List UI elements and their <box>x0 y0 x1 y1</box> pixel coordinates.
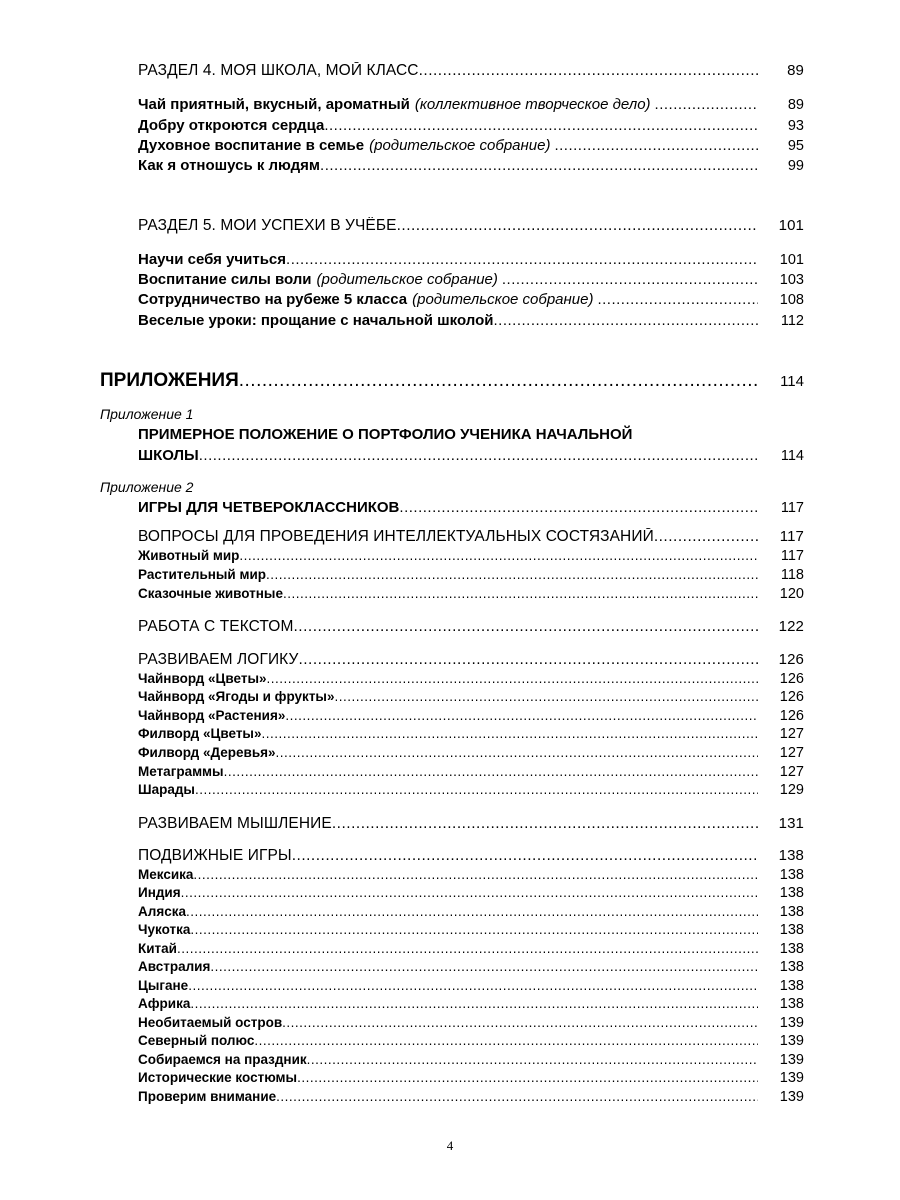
toc-entry <box>138 708 804 724</box>
toc-entry-leader <box>138 548 758 563</box>
toc-entry-title: Чукотка <box>138 922 191 937</box>
dot-leader <box>177 941 758 956</box>
toc-entry-note: (родительское собрание) <box>369 137 551 154</box>
dot-leader <box>266 567 758 582</box>
toc-entry-page: 89 <box>787 62 804 79</box>
toc-entry-leader <box>138 447 758 464</box>
dot-leader <box>276 1089 758 1104</box>
toc-entry <box>138 904 804 920</box>
toc-entry-leader <box>138 671 758 686</box>
dot-leader <box>397 217 758 235</box>
toc-entry-page: 126 <box>779 689 804 705</box>
toc-entry <box>138 726 804 742</box>
toc-entry-leader <box>138 1033 758 1048</box>
toc-entry-title: Филворд «Деревья» <box>138 745 276 760</box>
toc-entry <box>138 764 804 780</box>
toc-entry-leader <box>138 959 758 974</box>
toc-entry-leader <box>138 1052 758 1067</box>
toc-entry-page: 126 <box>778 651 804 668</box>
toc-entry <box>138 996 804 1012</box>
toc-entry <box>138 217 804 235</box>
toc-entry-leader <box>138 586 758 601</box>
dot-leader <box>593 291 758 308</box>
toc-entry <box>138 867 804 883</box>
toc-entry-title: Как я отношусь к людям <box>138 157 321 174</box>
toc-entry-page: 138 <box>779 996 804 1012</box>
toc-entry-title: Растительный мир <box>138 567 267 582</box>
toc-entry-leader <box>138 904 758 919</box>
dot-leader <box>298 651 758 669</box>
toc-entry <box>138 815 804 833</box>
toc-entry-title: РАЗДЕЛ 5. МОИ УСПЕХИ В УЧЁБЕ <box>138 217 397 234</box>
toc-entry-page: 138 <box>779 904 804 920</box>
toc-entry-title: ПОДВИЖНЫЕ ИГРЫ <box>138 847 292 864</box>
toc-entry-page: 139 <box>779 1015 804 1031</box>
toc-entry-page: 89 <box>787 97 804 113</box>
toc-entry-page: 138 <box>778 847 804 864</box>
toc-entry-title: Аляска <box>138 904 186 919</box>
dot-leader <box>181 885 758 900</box>
toc-entry-note: (коллективное творческое дело) <box>414 96 651 113</box>
toc-entry-leader <box>138 745 758 760</box>
toc-entry-page: 93 <box>787 118 804 134</box>
toc-entry-note: (родительское собрание) <box>316 271 498 288</box>
toc-entry-title: Чайнворд «Ягоды и фрукты» <box>138 689 335 704</box>
toc-entry-leader <box>138 885 758 900</box>
toc-entry-leader <box>138 1070 758 1085</box>
dot-leader <box>239 548 758 563</box>
dot-leader <box>199 447 758 464</box>
toc-entry <box>138 291 804 308</box>
toc-entry-page: 120 <box>779 586 804 602</box>
toc-entry <box>138 447 804 464</box>
toc-entry <box>138 528 804 546</box>
toc-entry-leader <box>138 251 758 268</box>
toc-entry-page: 138 <box>779 978 804 994</box>
toc-entry-page: 126 <box>779 671 804 687</box>
dot-leader <box>195 782 758 797</box>
toc-entry-leader <box>138 1015 758 1030</box>
appendix-1-label: Приложение 1 <box>100 406 194 422</box>
toc-entry-title: Индия <box>138 885 181 900</box>
toc-entry-page: 103 <box>779 272 804 288</box>
dot-leader <box>550 137 758 154</box>
toc-entry <box>138 847 804 865</box>
toc-entry-title: Сказочные животные <box>138 586 283 601</box>
dot-leader <box>498 271 758 288</box>
toc-entry <box>138 922 804 938</box>
toc-entry-title: ШКОЛЫ <box>138 447 199 464</box>
toc-entry-title: Чай приятный, вкусный, ароматный <box>138 96 410 113</box>
dot-leader <box>651 96 758 113</box>
toc-entry <box>138 117 804 134</box>
toc-entry-page: 117 <box>779 528 804 545</box>
toc-entry <box>138 689 804 705</box>
toc-entry-page: 112 <box>780 313 804 329</box>
toc-entry-leader <box>138 137 758 154</box>
toc-entry-page: 118 <box>780 567 804 583</box>
toc-entry-leader <box>138 271 758 288</box>
toc-entry-title: ПРИЛОЖЕНИЯ <box>100 370 239 391</box>
dot-leader <box>224 764 758 779</box>
toc-entry-title: Проверим внимание <box>138 1089 277 1104</box>
toc-entry <box>138 978 804 994</box>
toc-entry-title: Мексика <box>138 867 194 882</box>
toc-entry-leader <box>138 764 758 779</box>
toc-entry-page: 101 <box>778 217 804 234</box>
dot-leader <box>419 62 758 80</box>
dot-leader <box>494 312 759 329</box>
dot-leader <box>293 618 758 636</box>
toc-entry <box>138 941 804 957</box>
toc-entry-page: 127 <box>779 764 804 780</box>
toc-entry-page: 122 <box>778 618 804 635</box>
toc-entry-leader <box>138 567 758 582</box>
toc-entry-title: Добру откроются сердца <box>138 117 325 134</box>
toc-entry-page: 138 <box>779 941 804 957</box>
dot-leader <box>654 528 758 546</box>
toc-entry-leader <box>138 708 758 723</box>
toc-entry <box>100 370 804 392</box>
dot-leader <box>286 251 758 268</box>
toc-entry-leader <box>138 651 758 669</box>
toc-entry-title: Необитаемый остров <box>138 1015 283 1030</box>
toc-entry-title: Цыгане <box>138 978 189 993</box>
toc-entry-leader <box>138 62 758 80</box>
toc-entry-leader <box>138 157 758 174</box>
dot-leader <box>399 499 758 516</box>
toc-entry <box>138 885 804 901</box>
toc-entry-leader <box>138 815 758 833</box>
toc-entry-leader <box>138 867 758 882</box>
toc-entry-page: 114 <box>780 373 804 390</box>
dot-leader <box>261 726 758 741</box>
dot-leader <box>188 978 758 993</box>
toc-entry-title: РАЗВИВАЕМ ЛОГИКУ <box>138 651 299 668</box>
toc-entry-leader <box>138 117 758 134</box>
dot-leader <box>276 745 758 760</box>
toc-entry <box>138 782 804 798</box>
toc-entry-title: Китай <box>138 941 177 956</box>
toc-entry <box>138 1015 804 1031</box>
dot-leader <box>254 1033 758 1048</box>
toc-entry <box>138 1070 804 1086</box>
toc-entry-page: 138 <box>779 922 804 938</box>
toc-entry-title: ВОПРОСЫ ДЛЯ ПРОВЕДЕНИЯ ИНТЕЛЛЕКТУАЛЬНЫХ СОСТЯЗАНИЙ <box>138 528 654 545</box>
toc-entry <box>138 567 804 583</box>
dot-leader <box>332 815 758 833</box>
toc-entry-title: Шарады <box>138 782 195 797</box>
toc-entry-page: 127 <box>779 745 804 761</box>
toc-entry-leader <box>138 291 758 308</box>
toc-entry-page: 127 <box>779 726 804 742</box>
toc-entry-leader <box>138 689 758 704</box>
toc-entry-page: 139 <box>779 1070 804 1086</box>
dot-leader <box>190 996 758 1011</box>
toc-entry <box>138 157 804 174</box>
toc-entry <box>138 251 804 268</box>
toc-entry-title: Метаграммы <box>138 764 224 779</box>
toc-entry-leader <box>138 528 758 546</box>
toc-entry-page: 99 <box>787 158 804 174</box>
toc-entry-title: Чайнворд «Цветы» <box>138 671 267 686</box>
appendix-1-heading: ПРИМЕРНОЕ ПОЛОЖЕНИЕ О ПОРТФОЛИО УЧЕНИКА НАЧАЛЬНОЙ <box>138 426 633 443</box>
toc-entry-page: 138 <box>779 959 804 975</box>
toc-entry-note: (родительское собрание) <box>412 291 594 308</box>
toc-entry-leader <box>138 96 758 113</box>
toc-entry-leader <box>138 312 758 329</box>
toc-entry <box>138 586 804 602</box>
appendix-2-label: Приложение 2 <box>100 479 194 495</box>
toc-entry-title: Северный полюс <box>138 1033 255 1048</box>
toc-entry-leader <box>100 370 758 392</box>
toc-entry-title: Африка <box>138 996 191 1011</box>
toc-entry <box>138 671 804 687</box>
toc-entry <box>138 651 804 669</box>
toc-entry <box>138 548 804 564</box>
dot-leader <box>334 689 758 704</box>
dot-leader <box>283 586 758 601</box>
toc-entry <box>138 959 804 975</box>
toc-entry-title: Сотрудничество на рубеже 5 класса <box>138 291 408 308</box>
toc-entry <box>138 618 804 636</box>
toc-entry-title: РАЗДЕЛ 4. МОЯ ШКОЛА, МОЙ КЛАСС <box>138 62 419 79</box>
toc-entry-title: Духовное воспитание в семье <box>138 137 365 154</box>
toc-entry-page: 139 <box>779 1052 804 1068</box>
toc-entry-page: 139 <box>779 1089 804 1105</box>
dot-leader <box>307 1052 758 1067</box>
dot-leader <box>193 867 758 882</box>
toc-entry-title: Воспитание силы воли <box>138 271 312 288</box>
dot-leader <box>282 1015 758 1030</box>
toc-entry-leader <box>138 847 758 865</box>
toc-entry-page: 131 <box>778 815 804 832</box>
dot-leader <box>239 370 758 392</box>
toc-entry-page: 114 <box>780 448 804 464</box>
dot-leader <box>210 959 758 974</box>
toc-entry-page: 117 <box>780 500 804 516</box>
toc-entry-leader <box>138 217 758 235</box>
toc-entry-title: ИГРЫ ДЛЯ ЧЕТВЕРОКЛАССНИКОВ <box>138 499 400 516</box>
dot-leader <box>320 157 758 174</box>
toc-entry-leader <box>138 978 758 993</box>
dot-leader <box>297 1070 758 1085</box>
toc-entry-leader <box>138 996 758 1011</box>
toc-entry-page: 129 <box>779 782 804 798</box>
toc-entry-title: РАБОТА С ТЕКСТОМ <box>138 618 294 635</box>
toc-entry-title: Австралия <box>138 959 211 974</box>
toc-entry-leader <box>138 922 758 937</box>
toc-entry-page: 108 <box>779 292 804 308</box>
toc-entry <box>138 499 804 516</box>
toc-entry-page: 138 <box>779 867 804 883</box>
toc-entry <box>138 62 804 80</box>
toc-entry-leader <box>138 618 758 636</box>
toc-entry-title: Веселые уроки: прощание с начальной школой <box>138 312 494 329</box>
dot-leader <box>285 708 758 723</box>
toc-entry-page: 95 <box>787 138 804 154</box>
toc-entry <box>138 1052 804 1068</box>
toc-entry-page: 126 <box>779 708 804 724</box>
toc-entry-title: Филворд «Цветы» <box>138 726 262 741</box>
toc-entry <box>138 137 804 154</box>
toc-entry-title: РАЗВИВАЕМ МЫШЛЕНИЕ <box>138 815 332 832</box>
toc-entry-leader <box>138 1089 758 1104</box>
toc-entry-page: 101 <box>779 252 804 268</box>
toc-entry-title: Научи себя учиться <box>138 251 287 268</box>
dot-leader <box>267 671 758 686</box>
toc-entry-title: Исторические костюмы <box>138 1070 298 1085</box>
toc-entry-page: 139 <box>779 1033 804 1049</box>
dot-leader <box>292 847 758 865</box>
toc-entry-page: 117 <box>780 548 804 564</box>
dot-leader <box>190 922 758 937</box>
dot-leader <box>324 117 758 134</box>
toc-entry <box>138 1089 804 1105</box>
toc-entry-title: Чайнворд «Растения» <box>138 708 286 723</box>
toc-entry <box>138 745 804 761</box>
toc-entry-leader <box>138 499 758 516</box>
toc-entry <box>138 312 804 329</box>
toc-entry-title: Животный мир <box>138 548 240 563</box>
toc-entry-leader <box>138 941 758 956</box>
toc-entry-page: 138 <box>779 885 804 901</box>
toc-entry <box>138 271 804 288</box>
toc-entry-title: Собираемся на праздник <box>138 1052 307 1067</box>
toc-entry-leader <box>138 726 758 741</box>
dot-leader <box>186 904 758 919</box>
toc-entry <box>138 1033 804 1049</box>
toc-entry-leader <box>138 782 758 797</box>
page-number: 4 <box>446 1138 454 1153</box>
toc-entry <box>138 96 804 113</box>
